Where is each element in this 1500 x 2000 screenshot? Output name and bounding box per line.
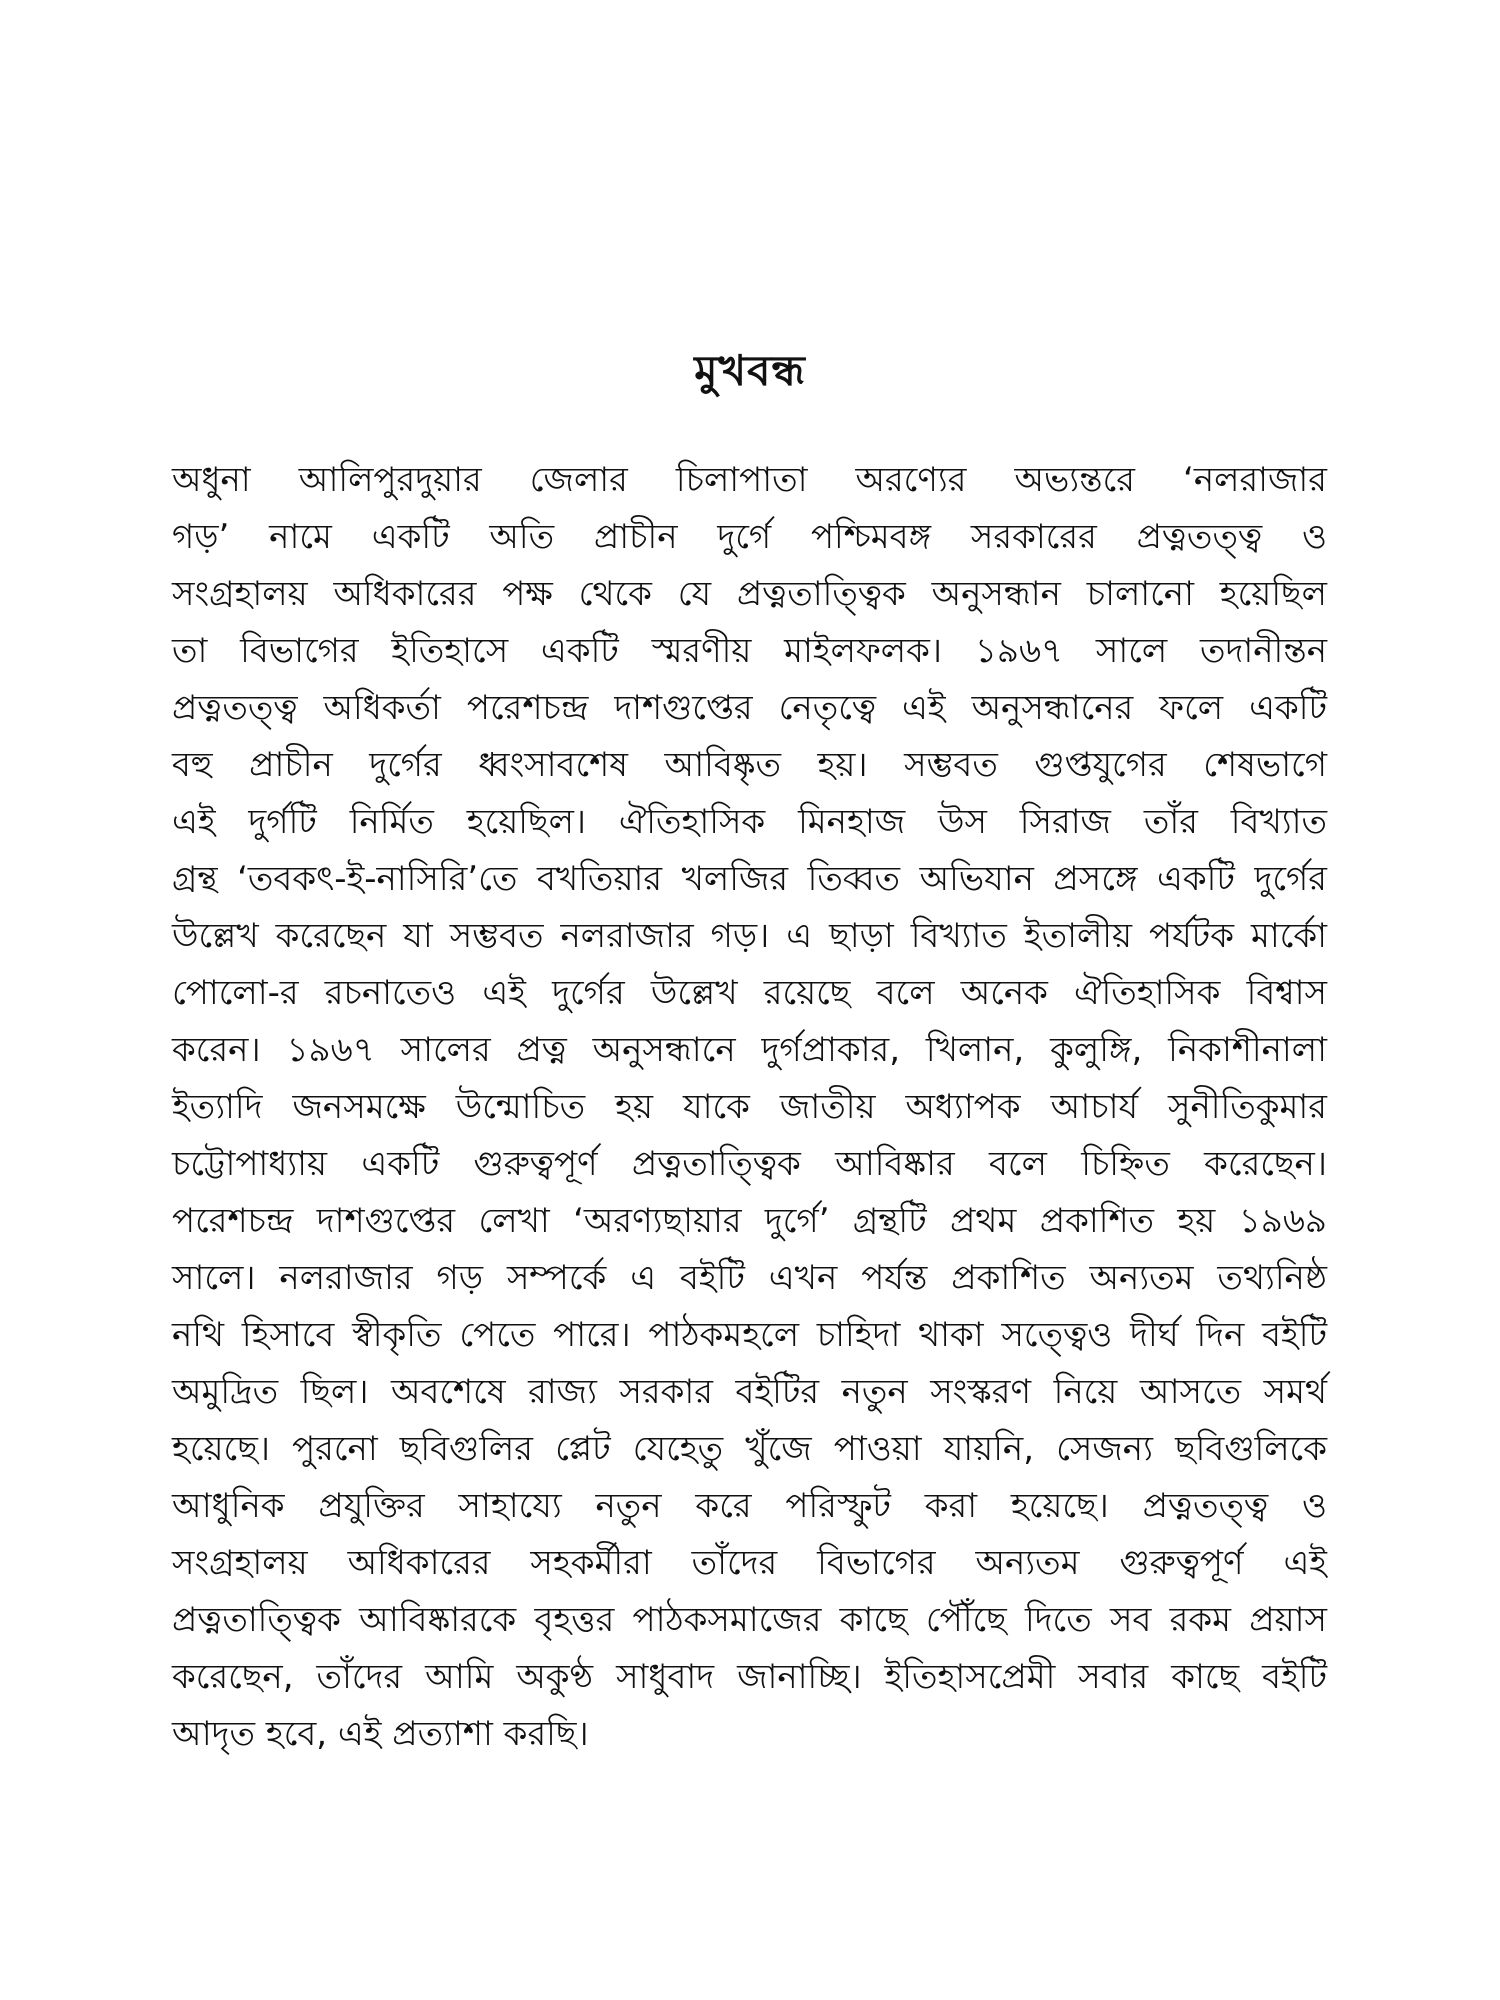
text-line: এই দুর্গটি নির্মিত হয়েছিল। ঐতিহাসিক মিনহাজ উস সিরাজ তাঁর বিখ্যাত [172, 802, 1327, 842]
text-line: চট্টোপাধ্যায় একটি গুরুত্বপূর্ণ প্রত্নতাত্ত্বিক আবিষ্কার বলে চিহ্নিত করেছেন। [172, 1144, 1327, 1184]
text-line: সংগ্রহালয় অধিকারের পক্ষ থেকে যে প্রত্নতাত্ত্বিক অনুসন্ধান চালানো হয়েছিল [172, 574, 1327, 614]
text-line: আধুনিক প্রযুক্তির সাহায্যে নতুন করে পরিস্ফুট করা হয়েছে। প্রত্নতত্ত্ব ও [172, 1486, 1327, 1526]
text-line: সালে। নলরাজার গড় সম্পর্কে এ বইটি এখন পর্যন্ত প্রকাশিত অন্যতম তথ্যনিষ্ঠ [172, 1258, 1327, 1298]
page-title: মুখবন্ধ [694, 346, 806, 395]
text-line: প্রত্নতত্ত্ব অধিকর্তা পরেশচন্দ্র দাশগুপ্তের নেতৃত্বে এই অনুসন্ধানের ফলে একটি [172, 688, 1327, 728]
text-line: পোলো-র রচনাতেও এই দুর্গের উল্লেখ রয়েছে বলে অনেক ঐতিহাসিক বিশ্বাস [172, 973, 1327, 1013]
text-line: উল্লেখ করেছেন যা সম্ভবত নলরাজার গড়। এ ছাড়া বিখ্যাত ইতালীয় পর্যটক মার্কো [172, 916, 1327, 956]
text-line: গ্রন্থ ‘তবকৎ-ই-নাসিরি’তে বখতিয়ার খলজির তিব্বত অভিযান প্রসঙ্গে একটি দুর্গের [172, 859, 1327, 899]
text-line: করেন। ১৯৬৭ সালের প্রত্ন অনুসন্ধানে দুর্গপ্রাকার, খিলান, কুলুঙ্গি, নিকাশীনালা [172, 1030, 1327, 1070]
text-line: সংগ্রহালয় অধিকারের সহকর্মীরা তাঁদের বিভাগের অন্যতম গুরুত্বপূর্ণ এই [172, 1543, 1327, 1583]
text-line: অধুনা আলিপুরদুয়ার জেলার চিলাপাতা অরণ্যের অভ্যন্তরে ‘নলরাজার [172, 460, 1327, 500]
text-line: গড়’ নামে একটি অতি প্রাচীন দুর্গে পশ্চিমবঙ্গ সরকারের প্রত্নতত্ত্ব ও [172, 517, 1327, 557]
text-line-last: আদৃত হবে, এই প্রত্যাশা করছি। [172, 1714, 589, 1754]
text-line: নথি হিসাবে স্বীকৃতি পেতে পারে। পাঠকমহলে চাহিদা থাকা সত্ত্বেও দীর্ঘ দিন বইটি [172, 1315, 1327, 1355]
text-line: পরেশচন্দ্র দাশগুপ্তের লেখা ‘অরণ্যছায়ার দুর্গে’ গ্রন্থটি প্রথম প্রকাশিত হয় ১৯৬৯ [172, 1201, 1327, 1241]
text-line: বহু প্রাচীন দুর্গের ধ্বংসাবশেষ আবিষ্কৃত হয়। সম্ভবত গুপ্তযুগের শেষভাগে [172, 745, 1327, 785]
text-line: করেছেন, তাঁদের আমি অকুণ্ঠ সাধুবাদ জানাচ্ছি। ইতিহাসপ্রেমী সবার কাছে বইটি [172, 1657, 1327, 1697]
body-paragraph [172, 452, 1327, 1763]
text-line: প্রত্নতাত্ত্বিক আবিষ্কারকে বৃহত্তর পাঠকসমাজের কাছে পৌঁছে দিতে সব রকম প্রয়াস [172, 1600, 1327, 1640]
text-line: তা বিভাগের ইতিহাসে একটি স্মরণীয় মাইলফলক। ১৯৬৭ সালে তদানীন্তন [172, 631, 1327, 671]
text-line: ইত্যাদি জনসমক্ষে উন্মোচিত হয় যাকে জাতীয় অধ্যাপক আচার্য সুনীতিকুমার [172, 1087, 1327, 1127]
text-line: হয়েছে। পুরনো ছবিগুলির প্লেট যেহেতু খুঁজে পাওয়া যায়নি, সেজন্য ছবিগুলিকে [172, 1429, 1327, 1469]
text-line: অমুদ্রিত ছিল। অবশেষে রাজ্য সরকার বইটির নতুন সংস্করণ নিয়ে আসতে সমর্থ [172, 1372, 1327, 1412]
